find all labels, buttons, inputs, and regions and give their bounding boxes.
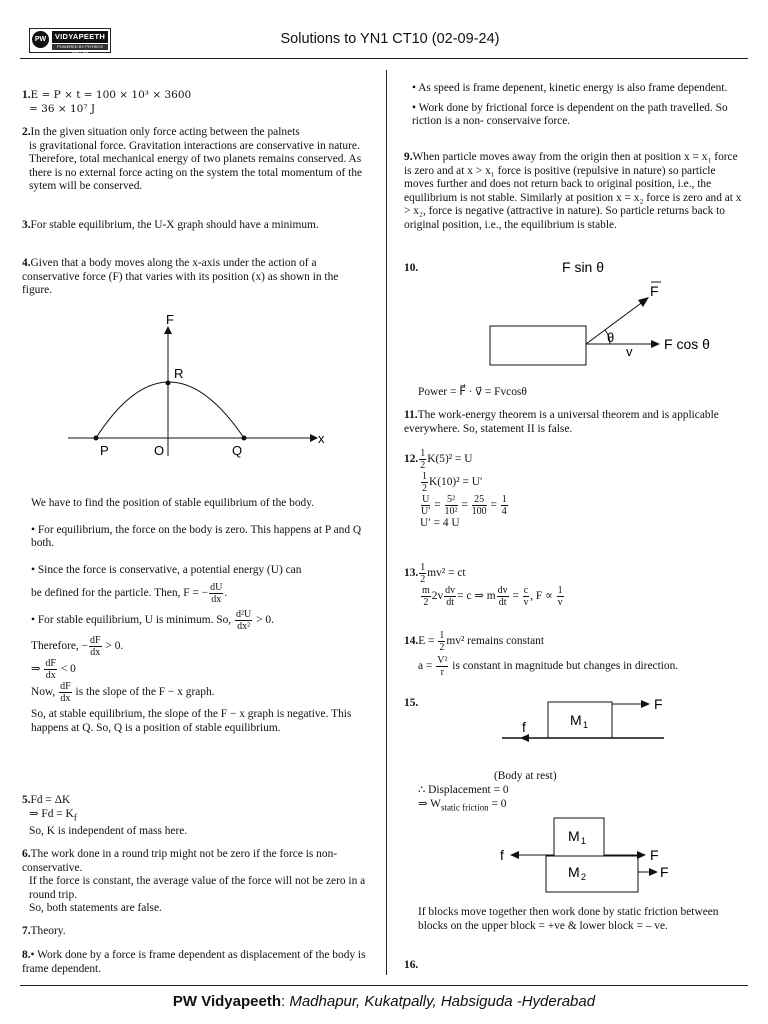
answer-text: When particle moves away from the origin then at position x = x₁ force is zero and at x > x₁ force is positive (repulsive in nature) so particle moves further and does not return back to original position, i.e., the equilibrium is not stable. Similarly at position x = x₂ force is zero and at x > x₂, force is negative (attractive in nature). So particle returns back to original position, i.e., the equilibrium is stable.: [404, 151, 742, 231]
label-r: R: [174, 366, 184, 381]
fraction: [419, 448, 426, 471]
answer-7: [22, 925, 362, 939]
fraction: [501, 494, 508, 517]
friction-arrowhead: [520, 734, 529, 742]
two-block-diagram: [494, 814, 684, 898]
force-arrowhead: [638, 297, 649, 307]
page-footer: [0, 993, 768, 1010]
denominator: dx: [45, 670, 56, 682]
power-equation: Power = F⃗ · v⃗ = Fvcosθ: [418, 386, 527, 398]
block-m2: [546, 856, 638, 892]
applied-force-label: F: [654, 696, 663, 712]
fraction: [523, 585, 529, 608]
numerator: 1: [439, 630, 445, 641]
numerator: dF: [60, 681, 71, 693]
point-p: [94, 436, 99, 441]
denominator: v: [557, 597, 563, 608]
numerator: 1: [420, 448, 426, 459]
answer-number: 3.: [22, 219, 31, 231]
label-p: P: [100, 443, 109, 458]
paragraph: We have to find the position of stable equilibrium of the body.: [31, 497, 315, 509]
subscript: static friction: [440, 802, 489, 813]
equation-line: = 36 × 10⁷ J: [29, 102, 96, 115]
answer-text: If the force is constant, the average value of the force will not be zero in a round trip.: [29, 875, 366, 901]
answer-8-continued: [412, 82, 742, 129]
numerator: dv: [497, 585, 508, 596]
answer-number: 8.: [22, 949, 31, 961]
answer-text: So, K is independent of mass here.: [29, 825, 188, 838]
fraction: [497, 585, 509, 608]
equation-line: U′ = 4 U: [420, 517, 460, 529]
numerator: 25: [472, 494, 487, 506]
math-text: < 0: [60, 663, 76, 676]
lower-force-arrowhead: [649, 868, 658, 876]
denominator: 2: [423, 597, 429, 608]
fraction: [436, 655, 448, 678]
paragraph: • For equilibrium, the force on the body is zero. This happens at P and Q both.: [31, 523, 362, 550]
numerator: dF: [90, 635, 101, 647]
answer-2: [22, 126, 367, 194]
paragraph: So, at stable equilibrium, the slope of the F − x graph is negative. This happens at Q. So, Q is a position of stable equilibrium.: [31, 708, 352, 734]
math-text: is the slope of the F − x graph.: [75, 686, 215, 699]
numerator: dU: [210, 582, 223, 594]
answer-11: [404, 409, 744, 436]
answer-15-number: [404, 697, 434, 711]
point-q: [242, 436, 247, 441]
fraction: [89, 635, 102, 658]
numerator: 1: [420, 562, 426, 573]
force-position-graph: [60, 306, 340, 466]
answer-10-number: [404, 262, 434, 276]
answer-text: mv² remains constant: [446, 635, 545, 648]
fraction: [472, 494, 487, 517]
answer-12: 12. $\frac{1}{2}$ K(5)² = U $\frac{1}{2}$ K(10)² = U′ $\frac{U}{U'}$ = $\frac{\text{5²}}{\text{10²}}$ = $\frac{25}{100}$ = $\frac{1}{4}$ U′ = 4 U: [404, 448, 724, 531]
equation-line: Fd = ΔK: [30, 794, 71, 806]
math-text: , F ∝: [530, 590, 553, 603]
page-header: [0, 0, 768, 60]
math-text: ⇒ W: [418, 798, 441, 810]
numerator: 1: [422, 471, 427, 482]
displacement-line: ∴ Displacement = 0: [418, 784, 509, 796]
label-q: Q: [232, 443, 243, 458]
m1-subscript: 1: [583, 720, 589, 730]
answer-number: 14.: [404, 635, 419, 648]
answer-text: Theory.: [30, 925, 66, 937]
denominator: 10²: [444, 506, 458, 517]
fraction: [421, 471, 428, 494]
answer-number: 16.: [404, 959, 419, 971]
force-velocity-diagram: [486, 256, 726, 368]
paragraph: • Since the force is conservative, a potential energy (U) can: [31, 563, 302, 576]
numerator: V²: [437, 655, 448, 666]
answer-number: 12.: [404, 453, 419, 466]
math-text: > 0.: [256, 614, 274, 627]
upper-force-arrowhead: [637, 851, 646, 859]
fraction: [44, 658, 57, 681]
friction-arrowhead: [510, 851, 519, 859]
body-at-rest-caption: (Body at rest): [494, 770, 557, 782]
fraction: [438, 630, 445, 653]
v-label: v: [626, 344, 633, 359]
denominator: r: [440, 667, 444, 678]
math-text: Now,: [31, 686, 56, 699]
applied-force-arrowhead: [641, 700, 650, 708]
m1-subscript: 1: [581, 836, 587, 846]
answer-text: In the given situation only force acting between the palnets: [30, 126, 300, 138]
fsin-label: F sin θ: [562, 259, 605, 275]
fraction: [421, 494, 430, 517]
f-axis-label: F: [166, 312, 174, 327]
equation-line: K(5)² = U: [427, 453, 473, 466]
answer-8: [22, 949, 367, 976]
denominator: 4: [501, 506, 507, 517]
block: [490, 326, 586, 365]
denominator: dt: [446, 597, 455, 608]
denominator: 2: [439, 642, 445, 653]
math-text: Therefore, −: [31, 640, 89, 653]
denominator: 100: [471, 506, 487, 517]
math-text: 2v: [431, 590, 444, 603]
header-divider: [20, 58, 748, 59]
paragraph: • For stable equilibrium, U is minimum. So,: [31, 614, 232, 627]
answer-number: 4.: [22, 257, 31, 269]
bullet-point: • As speed is frame depenent, kinetic energy is also frame dependent.: [412, 82, 728, 94]
denominator: dx²: [237, 621, 251, 633]
label-o: O: [154, 443, 165, 458]
page-title: Solutions to YN1 CT10 (02-09-24): [280, 31, 500, 47]
force-curve: [96, 382, 244, 438]
answer-6: [22, 848, 367, 916]
numerator: m: [422, 585, 430, 596]
answer-number: 6.: [22, 848, 31, 860]
answer-text: • Work done by a force is frame dependent as displacement of the body is frame dependent.: [22, 949, 366, 975]
answer-text: So, both statements are false.: [29, 902, 162, 915]
answer-number: 10.: [404, 262, 419, 274]
fraction: [235, 609, 252, 632]
footer-divider: [20, 985, 748, 986]
force-vector: [586, 301, 644, 344]
numerator: d²U: [236, 609, 252, 621]
fraction: [421, 585, 431, 608]
x-axis-arrow: [310, 434, 318, 442]
denominator: 2: [422, 483, 427, 494]
math-text: E =: [418, 635, 435, 648]
answer-text: Given that a body moves along the x-axis under the action of a conservative force (F) that varies with its position (x) as shown in the figure.: [22, 257, 339, 297]
fraction: [557, 585, 564, 608]
f-axis-arrow: [164, 326, 172, 334]
answer-text: is gravitational force. Gravitation interactions are conservative in nature. Therefore, total mechanical energy of two planets remains conserved. As there is no external force acting on the system the total momentum of the sytem will be conserved.: [29, 139, 363, 193]
answer-4-explanation: We have to find the position of stable equilibrium of the body. • For equilibrium, the force on the body is zero. This happens at P and Q both. • Since the force is conservative, a potential energy (U) can be defined for the particle. Then, F = − $\frac{dU}{dx}$ . • For stable equilibrium, U is minimum. So, $\frac{\text{d²U}}{\text{dx²}}$ > 0. Therefore, − $\frac{dF}{dx}$ > 0. ⇒ $\frac{dF}{dx}$ < 0 Now, $\frac{dF}{dx}$ is the slope of the F − x graph. So, at stable equilibrium, the slope of the F − x graph is negative. This happens at Q. So, Q is a position of stable equilibrium.: [31, 497, 366, 736]
denominator: U′: [421, 506, 431, 517]
fraction: [419, 562, 426, 585]
theta-label: θ: [607, 330, 615, 345]
answer-text: The work done in a round trip might not be zero if the force is non-conservative.: [22, 848, 338, 874]
answer-number: 2.: [22, 126, 31, 138]
answer-9: [404, 151, 742, 233]
answer-text: For stable equilibrium, the U-X graph should have a minimum.: [30, 219, 319, 231]
work-line: [418, 798, 638, 815]
bullet-point: • Work done by frictional force is dependent on the path travelled. So riction is a non- conservaive force.: [412, 101, 728, 128]
denominator: dt: [498, 597, 507, 608]
denominator: dx: [211, 594, 222, 606]
f-label: F: [650, 283, 659, 299]
friction-label: f: [500, 847, 504, 863]
answer-number: 9.: [404, 151, 413, 163]
answer-15-text: If blocks move together then work done by static friction between blocks on the upper block = +ve & lower block = – ve.: [418, 906, 719, 932]
logo-subtext: POWERED BY PHYSICS WALLAH: [52, 44, 108, 50]
friction-block-diagram: [498, 694, 678, 746]
m1-label: M: [570, 712, 582, 728]
answer-5: [22, 794, 362, 839]
answer-number: 5.: [22, 794, 31, 806]
upper-force-label: F: [650, 847, 659, 863]
numerator: U: [422, 494, 430, 505]
math-text: =: [512, 590, 519, 603]
numerator: 1: [501, 494, 507, 505]
denominator: 2: [420, 460, 426, 471]
fraction: [59, 681, 72, 704]
math-text: ⇒: [31, 663, 41, 676]
m2-label: M: [568, 864, 580, 880]
answer-text: is constant in magnitude but changes in direction.: [452, 660, 679, 673]
footer-address: Madhapur, Kukatpally, Habsiguda -Hyderabad: [289, 993, 596, 1010]
answer-number: 15.: [404, 697, 419, 709]
point-r: [166, 381, 171, 386]
fraction: [444, 585, 456, 608]
horizontal-arrowhead: [651, 340, 660, 348]
numerator: 1: [557, 585, 563, 596]
answer-number: 7.: [22, 925, 31, 937]
equation-line: E = P × t = 100 × 10³ × 3600: [30, 89, 192, 101]
x-axis-label: x: [318, 431, 325, 446]
denominator: dx: [60, 693, 71, 705]
pw-vidyapeeth-logo: [29, 28, 111, 53]
numerator: c: [523, 585, 529, 596]
column-divider: [386, 70, 387, 975]
math-text: = c ⇒ m: [457, 590, 496, 603]
denominator: 2: [420, 574, 426, 585]
math-text: a =: [418, 660, 433, 673]
pw-logo-icon: PW: [32, 31, 49, 48]
equation-line: K(10)² = U′: [429, 476, 483, 489]
fcos-label: F cos θ: [664, 336, 710, 352]
fraction: [445, 494, 458, 517]
paragraph: be defined for the particle. Then, F = −: [31, 587, 209, 600]
answer-4: [22, 257, 367, 298]
answer-14: [404, 630, 744, 678]
footer-brand: PW Vidyapeeth: [172, 993, 281, 1010]
equation-line: ⇒ Fd = K: [29, 807, 74, 820]
equation-line: mv² = ct: [427, 567, 466, 580]
m2-subscript: 2: [581, 872, 587, 882]
answer-3: [22, 219, 342, 233]
fraction: [209, 582, 223, 605]
footer-separator: :: [281, 993, 290, 1010]
subscript: f: [73, 812, 77, 823]
friction-label: f: [522, 719, 526, 735]
answer-number: 11.: [404, 409, 418, 421]
numerator: dF: [45, 658, 56, 670]
answer-16: [404, 959, 444, 973]
math-text: = 0: [488, 798, 507, 810]
answer-text: The work-energy theorem is a universal theorem and is applicable everywhere. So, statement II is false.: [404, 409, 719, 435]
answer-number: 13.: [404, 567, 419, 580]
lower-force-label: F: [660, 864, 669, 880]
numerator: 5²: [445, 494, 458, 506]
m1-label: M: [568, 828, 580, 844]
denominator: dx: [90, 647, 101, 659]
answer-number: 1.: [22, 89, 31, 101]
logo-text: VIDYAPEETH: [52, 31, 108, 43]
answer-13: [404, 562, 724, 608]
denominator: v: [523, 597, 529, 608]
answer-1: [22, 89, 362, 116]
math-text: > 0.: [105, 640, 124, 653]
numerator: dv: [445, 585, 456, 596]
